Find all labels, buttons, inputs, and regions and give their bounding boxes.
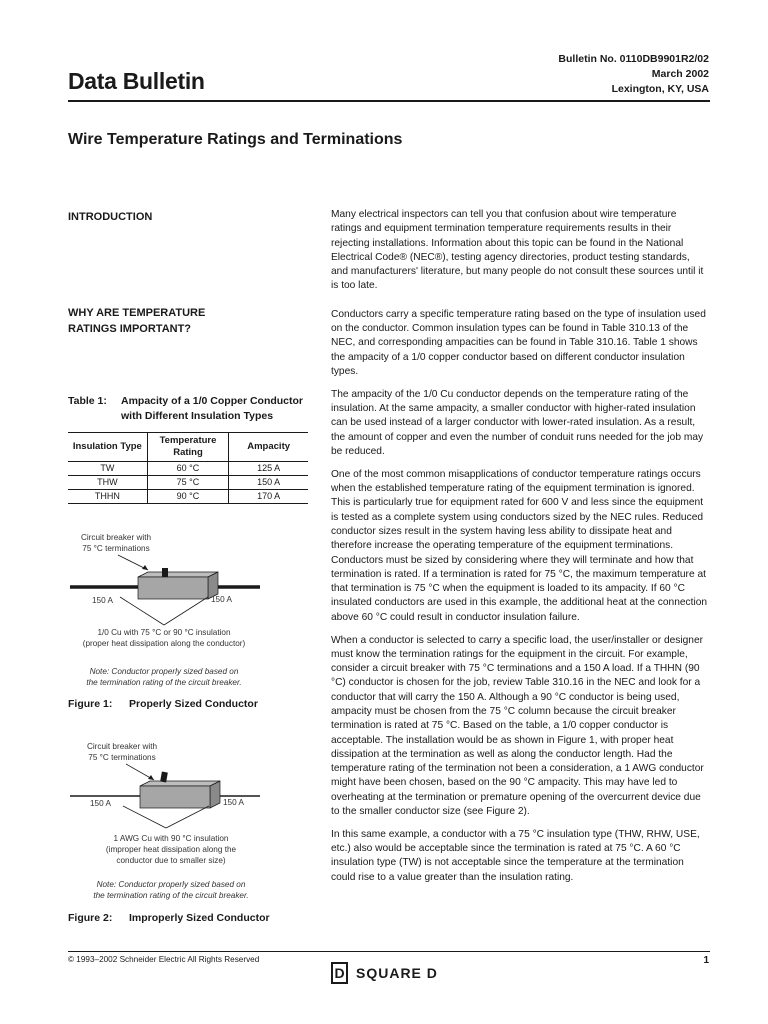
figure-2-callout-line1: Circuit breaker with xyxy=(86,742,158,751)
section-heading-why: WHY ARE TEMPERATURE RATINGS IMPORTANT? xyxy=(68,307,206,335)
table-cell: THHN xyxy=(68,490,147,504)
breaker-toggle xyxy=(162,568,168,577)
figure-2-note-line1: Note: Conductor properly sized based on xyxy=(96,880,246,889)
dissipation-line-left xyxy=(123,806,166,828)
figure-1-caption-number: Figure 1: xyxy=(68,698,113,710)
figure-1-note xyxy=(68,666,260,688)
table-row xyxy=(68,462,308,476)
dissipation-line-right xyxy=(166,806,209,828)
body-paragraph: When a conductor is selected to carry a specific load, the user/installer or designer must know the termination ratings for the equipment in the circuit. For example, consider a circuit breaker with 75 °C terminations and a 150 A load. If a THHN (90 °C) conductor is chosen for the job, review Table 310.16 in the NEC and look for a conductor that will carry the 150 A. Although a 90 °C conductor is being used, ampacity must be chosen from the 75 °C column because the circuit breaker termination is rated at 75 °C. Based on the table, a 1/0 copper conductor is acceptable. The installation would be as shown in Figure 1, with proper heat dissipation at the termination as well as along the conductor length. Had the temperature rating of the termination not been a consideration, a 1 AWG conductor might have been chosen, based on the 90 °C ampacity. This may have led to overheating at the termination or premature opening of the overcurrent device due to the smaller conductor size (see Figure 2). xyxy=(331,634,704,818)
logo-wordmark: SQUARE D xyxy=(356,965,438,981)
table-cell: 60 °C xyxy=(147,462,229,476)
figure-1-right-label: 150 A xyxy=(211,595,232,604)
breaker-side xyxy=(210,781,220,808)
page-title: Wire Temperature Ratings and Terminations xyxy=(68,131,403,148)
body-paragraph: Conductors carry a specific temperature rating based on the type of insulation used on the conductor. Common insulation types can be found in Table 310.13 of the NEC, and corresponding ampacities can be found in Table 310.16. Table 1 shows the ampacity of a 1/0 copper conductor based on different conductor insulation types. xyxy=(331,308,706,377)
figure-2-caption-number: Figure 2: xyxy=(68,912,113,924)
figure-1-note-line1: Note: Conductor properly sized based on xyxy=(89,667,239,676)
page-number: 1 xyxy=(703,955,709,966)
table-caption-number: Table 1: xyxy=(68,395,107,407)
table-caption-line1: Ampacity of a 1/0 Copper Conductor xyxy=(121,395,304,407)
figure-1-desc-line2: (proper heat dissipation along the conductor) xyxy=(82,639,246,648)
copyright-notice: © 1993–2002 Schneider Electric All Rights Reserved xyxy=(68,955,260,964)
figure-1-callout-line1: Circuit breaker with xyxy=(80,533,152,542)
figure-1-diagram xyxy=(68,530,308,655)
breaker-front xyxy=(138,577,208,599)
figure-2-desc-line3: conductor due to smaller size) xyxy=(116,856,226,865)
table-cell: 125 A xyxy=(229,462,308,476)
bulletin-number: Bulletin No. 0110DB9901R2/02 xyxy=(558,53,709,65)
body-text-column xyxy=(331,208,708,894)
figure-1-note-line2: the termination rating of the circuit breaker. xyxy=(86,678,242,687)
figure-2-callout-line2: 75 °C terminations xyxy=(88,753,156,762)
figure-1-callout-line2: 75 °C terminations xyxy=(82,544,150,553)
figure-1-caption-text: Properly Sized Conductor xyxy=(129,698,258,710)
table-cell: 170 A xyxy=(229,490,308,504)
figure-2-caption-text: Improperly Sized Conductor xyxy=(129,912,270,924)
figure-2-note xyxy=(68,879,274,901)
bulletin-location: Lexington, KY, USA xyxy=(611,83,709,95)
table-caption-line2: with Different Insulation Types xyxy=(121,410,274,422)
table-row xyxy=(68,490,308,504)
figure-2-desc-line2: (improper heat dissipation along the xyxy=(105,845,237,854)
table-header-cell: Insulation Type xyxy=(68,433,147,462)
body-paragraph: One of the most common misapplications of conductor temperature ratings occurs when the established temperature rating of the equipment termination is ignored. This is particularly true for equipment rated for 600 V and less since the equipment is tested as a complete system using conductors sized by the NEC rules. Reduced conductor sizes result in the system having less ability to dissipate heat and therefore increase the operating temperature of the equipment terminations. Conductors must be sized by considering where they will terminate and how that termination is rated. If a termination is rated for 75 °C, the maximum temperature at that termination is 75 °C when the equipment is loaded to its ampacity. If 60 °C insulated conductors are used in this example, the additional heat at the connection above 60 °C could result in conductor insulation failure. xyxy=(331,468,708,623)
figure-1 xyxy=(68,530,308,690)
body-paragraph: Many electrical inspectors can tell you that confusion about wire temperature ratings and equipment termination temperature requirements results in their rejecting installations. Information about this topic can be found in the National Electrical Code® (NEC®), testing agency directories, product testing standards, and manufacturers' literature, but many people do not consult these sources until it is too late. xyxy=(331,209,704,292)
figure-1-caption xyxy=(68,698,258,710)
ampacity-table xyxy=(68,432,308,504)
table-cell: TW xyxy=(68,462,147,476)
logo-mark: D xyxy=(331,962,348,984)
footer-divider xyxy=(68,951,710,952)
figure-1-desc-line1: 1/0 Cu with 75 °C or 90 °C insulation xyxy=(97,628,231,637)
table-header-cell: Temperature Rating xyxy=(147,433,229,462)
table-header-row xyxy=(68,433,308,462)
figure-2-desc-line1: 1 AWG Cu with 90 °C insulation xyxy=(113,834,229,843)
dissipation-line-left xyxy=(120,597,164,625)
section-heading-introduction: INTRODUCTION xyxy=(68,211,153,223)
table-cell: 90 °C xyxy=(147,490,229,504)
figure-2-note-line2: the termination rating of the circuit breaker. xyxy=(93,891,249,900)
breaker-top xyxy=(138,572,218,577)
table-caption xyxy=(68,394,328,424)
body-paragraph: The ampacity of the 1/0 Cu conductor depends on the temperature rating of the insulation. At the same ampacity, a smaller conductor with higher-rated insulation can be used instead of a larger conductor with lower-rated insulation. As a result, the amount of copper and even the number of conduit runs needed for the job may be reduced. xyxy=(331,388,704,457)
table-cell: 75 °C xyxy=(147,476,229,490)
body-paragraph: In this same example, a conductor with a 75 °C insulation type (THW, RHW, USE, etc.) also would be acceptable since the termination is rated at 75 °C. A 60 °C insulation type (TW) is not acceptable since the temperature at the termination could rise to a value greater than the insulation rating. xyxy=(331,828,700,883)
header-divider xyxy=(68,100,710,102)
figure-2-diagram xyxy=(68,736,308,870)
table-cell: 150 A xyxy=(229,476,308,490)
dissipation-line-right xyxy=(164,597,208,625)
figure-2-caption xyxy=(68,912,270,924)
table-header-cell: Ampacity xyxy=(229,433,308,462)
bulletin-date: March 2002 xyxy=(651,68,709,80)
figure-2-left-label: 150 A xyxy=(90,799,111,808)
figure-2-right-label: 150 A xyxy=(223,798,244,807)
breaker-top xyxy=(140,781,220,786)
breaker-front xyxy=(140,786,210,808)
table-row xyxy=(68,476,308,490)
bulletin-meta xyxy=(558,52,709,97)
table-cell: THW xyxy=(68,476,147,490)
document-type-title: Data Bulletin xyxy=(68,68,205,94)
square-d-logo xyxy=(331,962,438,984)
figure-1-left-label: 150 A xyxy=(92,596,113,605)
figure-2 xyxy=(68,736,308,906)
